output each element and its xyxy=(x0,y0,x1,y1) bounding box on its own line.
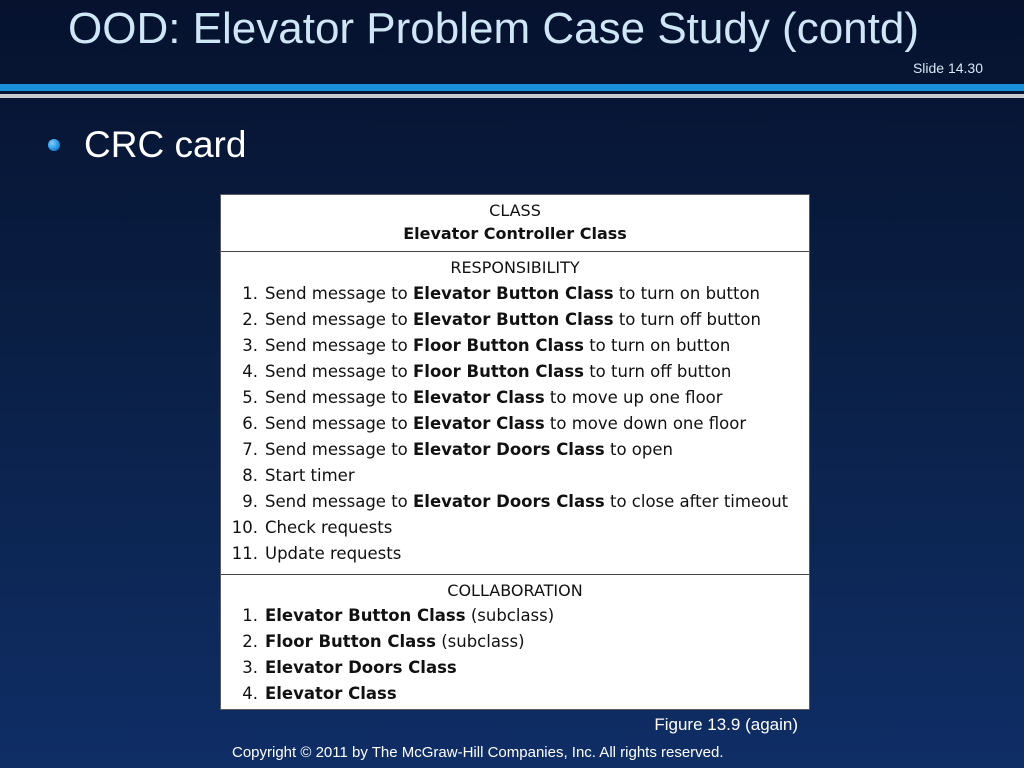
collaboration-item-class-ref: Elevator Class xyxy=(265,684,397,703)
responsibility-item-pre: Start timer xyxy=(265,466,355,485)
responsibility-item xyxy=(221,385,809,411)
collaboration-item-text xyxy=(265,629,525,655)
responsibility-item-number: 11. xyxy=(231,544,258,563)
responsibility-item-number: 6. xyxy=(242,414,258,433)
responsibility-item xyxy=(221,489,809,515)
responsibility-item-pre: Send message to xyxy=(265,336,414,355)
bullet-text: CRC card xyxy=(84,124,247,165)
header-divider-blue xyxy=(0,84,1024,91)
slide-number: Slide 14.30 xyxy=(912,60,983,76)
bullet-item xyxy=(48,124,246,166)
responsibility-item xyxy=(221,463,809,489)
responsibility-item-pre: Check requests xyxy=(265,518,393,537)
responsibility-item xyxy=(221,333,809,359)
responsibility-item-text xyxy=(265,541,401,567)
responsibility-item-number: 8. xyxy=(242,466,258,485)
responsibility-item-post: to move down one floor xyxy=(544,414,747,433)
responsibility-item xyxy=(221,515,809,541)
collaboration-item xyxy=(221,629,809,655)
responsibility-item-pre: Send message to xyxy=(265,284,414,303)
responsibility-item-post: to close after timeout xyxy=(604,492,789,511)
responsibility-item-number: 7. xyxy=(242,440,258,459)
responsibility-item xyxy=(221,307,809,333)
responsibility-item-post: to open xyxy=(604,440,673,459)
collaboration-item-class-ref: Floor Button Class xyxy=(265,632,436,651)
responsibility-item xyxy=(221,541,809,567)
collaboration-item xyxy=(221,681,809,707)
responsibility-item-text xyxy=(265,359,731,385)
responsibility-item-number: 4. xyxy=(242,362,258,381)
responsibility-item-pre: Send message to xyxy=(265,414,414,433)
responsibility-item-class-ref: Elevator Doors Class xyxy=(413,492,605,511)
collaboration-item-text xyxy=(265,655,457,681)
responsibility-item-text xyxy=(265,437,673,463)
responsibility-item-number: 5. xyxy=(242,388,258,407)
collaboration-item-number: 4. xyxy=(242,684,258,703)
collaboration-item-number: 2. xyxy=(242,632,258,651)
collaboration-item-number: 1. xyxy=(242,606,258,625)
responsibility-item-text xyxy=(265,463,355,489)
responsibility-item-class-ref: Elevator Class xyxy=(413,414,545,433)
responsibility-item-class-ref: Elevator Class xyxy=(413,388,545,407)
responsibility-item-number: 1. xyxy=(242,284,258,303)
responsibility-item-post: to move up one floor xyxy=(544,388,723,407)
collaboration-item-class-ref: Elevator Button Class xyxy=(265,606,466,625)
responsibility-item-pre: Send message to xyxy=(265,440,414,459)
responsibility-item-class-ref: Elevator Button Class xyxy=(413,310,614,329)
responsibility-item-text xyxy=(265,489,788,515)
copyright-notice: Copyright © 2011 by The McGraw-Hill Companies, Inc. All rights reserved. xyxy=(232,744,724,761)
crc-card xyxy=(220,194,810,710)
header-divider-grey xyxy=(0,94,1024,98)
collaboration-item-number: 3. xyxy=(242,658,258,677)
crc-collaboration-section xyxy=(221,575,809,707)
responsibility-item-class-ref: Elevator Doors Class xyxy=(413,440,605,459)
responsibility-item xyxy=(221,437,809,463)
responsibility-item-pre: Send message to xyxy=(265,362,414,381)
figure-caption: Figure 13.9 (again) xyxy=(654,715,798,734)
responsibility-item-post: to turn on button xyxy=(613,284,760,303)
responsibility-item-pre: Send message to xyxy=(265,492,414,511)
collaboration-heading: COLLABORATION xyxy=(447,581,583,600)
responsibility-item-text xyxy=(265,515,392,541)
collaboration-item xyxy=(221,655,809,681)
collaboration-item-post: (subclass) xyxy=(465,606,555,625)
responsibility-item-post: to turn on button xyxy=(583,336,731,355)
responsibility-item-number: 3. xyxy=(242,336,258,355)
class-heading: CLASS xyxy=(489,201,541,220)
responsibility-item-text xyxy=(265,281,760,307)
collaboration-item xyxy=(221,603,809,629)
crc-class-section xyxy=(221,195,809,252)
responsibility-item-text xyxy=(265,385,723,411)
responsibility-item-post: to turn off button xyxy=(583,362,732,381)
responsibility-item-text xyxy=(265,411,746,437)
responsibility-item-post: to turn off button xyxy=(613,310,761,329)
responsibility-item xyxy=(221,281,809,307)
responsibility-list xyxy=(221,281,809,567)
responsibility-item-number: 10. xyxy=(231,518,258,537)
responsibility-item-pre: Send message to xyxy=(265,310,414,329)
responsibility-item-class-ref: Floor Button Class xyxy=(413,362,584,381)
class-name: Elevator Controller Class xyxy=(403,224,627,243)
responsibility-item-number: 9. xyxy=(242,492,258,511)
responsibility-item-pre: Send message to xyxy=(265,388,414,407)
responsibility-item-class-ref: Floor Button Class xyxy=(413,336,584,355)
responsibility-item-class-ref: Elevator Button Class xyxy=(413,284,614,303)
responsibility-item-number: 2. xyxy=(242,310,258,329)
collaboration-item-class-ref: Elevator Doors Class xyxy=(265,658,457,677)
responsibility-item xyxy=(221,359,809,385)
collaboration-item-post: (subclass) xyxy=(435,632,525,651)
responsibility-item-text xyxy=(265,307,761,333)
bullet-icon xyxy=(48,139,60,151)
responsibility-item xyxy=(221,411,809,437)
responsibility-item-text xyxy=(265,333,730,359)
responsibility-item-pre: Update requests xyxy=(265,544,402,563)
collaboration-item-text xyxy=(265,603,554,629)
collaboration-list xyxy=(221,603,809,707)
slide-title: OOD: Elevator Problem Case Study (contd) xyxy=(68,4,919,53)
crc-responsibility-section xyxy=(221,252,809,575)
responsibility-heading: RESPONSIBILITY xyxy=(450,258,580,277)
collaboration-item-text xyxy=(265,681,397,707)
